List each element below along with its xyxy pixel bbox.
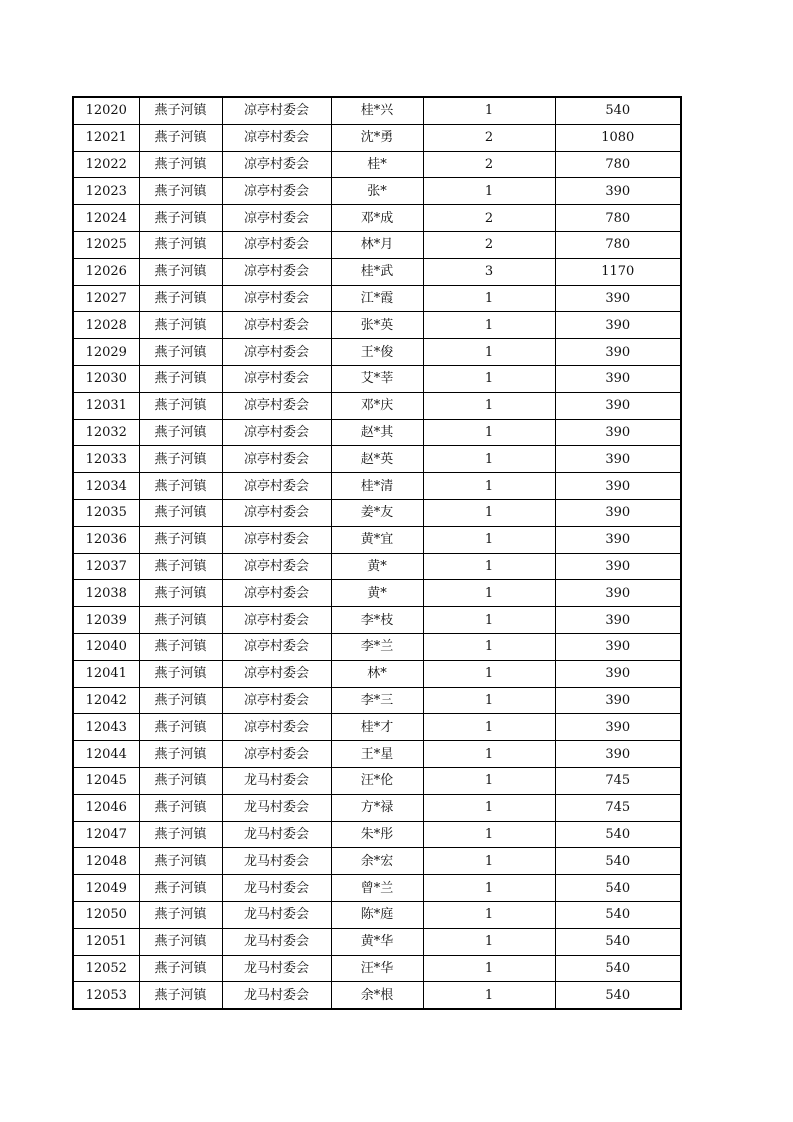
- town-cell: 燕子河镇: [139, 633, 222, 660]
- name-cell: 王*俊: [331, 339, 423, 366]
- town-cell: 燕子河镇: [139, 580, 222, 607]
- count-cell: 2: [423, 151, 555, 178]
- village-committee-cell: 凉亭村委会: [222, 419, 331, 446]
- count-cell: 1: [423, 499, 555, 526]
- name-cell: 桂*才: [331, 714, 423, 741]
- amount-cell: 540: [555, 875, 681, 902]
- row-number-cell: 12044: [73, 741, 139, 768]
- name-cell: 余*根: [331, 982, 423, 1009]
- count-cell: 1: [423, 741, 555, 768]
- table-row: [73, 151, 681, 178]
- village-committee-cell: 凉亭村委会: [222, 473, 331, 500]
- town-cell: 燕子河镇: [139, 285, 222, 312]
- table-row: [73, 794, 681, 821]
- village-committee-cell: 凉亭村委会: [222, 580, 331, 607]
- amount-cell: 390: [555, 365, 681, 392]
- name-cell: 艾*莘: [331, 365, 423, 392]
- row-number-cell: 12039: [73, 607, 139, 634]
- town-cell: 燕子河镇: [139, 339, 222, 366]
- name-cell: 李*兰: [331, 633, 423, 660]
- town-cell: 燕子河镇: [139, 526, 222, 553]
- town-cell: 燕子河镇: [139, 955, 222, 982]
- table-row: [73, 473, 681, 500]
- village-committee-cell: 凉亭村委会: [222, 633, 331, 660]
- amount-cell: 390: [555, 526, 681, 553]
- name-cell: 方*禄: [331, 794, 423, 821]
- amount-cell: 540: [555, 955, 681, 982]
- town-cell: 燕子河镇: [139, 741, 222, 768]
- name-cell: 姜*友: [331, 499, 423, 526]
- table-row: [73, 633, 681, 660]
- count-cell: 1: [423, 526, 555, 553]
- table-row: [73, 848, 681, 875]
- name-cell: 张*英: [331, 312, 423, 339]
- village-committee-cell: 龙马村委会: [222, 982, 331, 1009]
- name-cell: 桂*兴: [331, 97, 423, 124]
- amount-cell: 745: [555, 767, 681, 794]
- row-number-cell: 12038: [73, 580, 139, 607]
- town-cell: 燕子河镇: [139, 231, 222, 258]
- town-cell: 燕子河镇: [139, 97, 222, 124]
- table-row: [73, 741, 681, 768]
- table-row: [73, 124, 681, 151]
- table-row: [73, 687, 681, 714]
- town-cell: 燕子河镇: [139, 365, 222, 392]
- name-cell: 邓*成: [331, 205, 423, 232]
- village-committee-cell: 凉亭村委会: [222, 553, 331, 580]
- amount-cell: 780: [555, 205, 681, 232]
- village-committee-cell: 龙马村委会: [222, 767, 331, 794]
- table-row: [73, 339, 681, 366]
- row-number-cell: 12035: [73, 499, 139, 526]
- amount-cell: 390: [555, 714, 681, 741]
- village-committee-cell: 凉亭村委会: [222, 231, 331, 258]
- row-number-cell: 12050: [73, 901, 139, 928]
- amount-cell: 390: [555, 633, 681, 660]
- table-row: [73, 178, 681, 205]
- village-committee-cell: 凉亭村委会: [222, 151, 331, 178]
- name-cell: 江*霞: [331, 285, 423, 312]
- village-committee-cell: 凉亭村委会: [222, 258, 331, 285]
- row-number-cell: 12023: [73, 178, 139, 205]
- row-number-cell: 12047: [73, 821, 139, 848]
- village-committee-cell: 龙马村委会: [222, 794, 331, 821]
- row-number-cell: 12028: [73, 312, 139, 339]
- row-number-cell: 12034: [73, 473, 139, 500]
- table-row: [73, 955, 681, 982]
- village-committee-cell: 凉亭村委会: [222, 714, 331, 741]
- name-cell: 汪*伦: [331, 767, 423, 794]
- village-committee-cell: 凉亭村委会: [222, 660, 331, 687]
- row-number-cell: 12020: [73, 97, 139, 124]
- table-row: [73, 392, 681, 419]
- name-cell: 邓*庆: [331, 392, 423, 419]
- count-cell: 2: [423, 231, 555, 258]
- row-number-cell: 12051: [73, 928, 139, 955]
- count-cell: 1: [423, 339, 555, 366]
- name-cell: 林*月: [331, 231, 423, 258]
- name-cell: 赵*其: [331, 419, 423, 446]
- count-cell: 1: [423, 365, 555, 392]
- row-number-cell: 12024: [73, 205, 139, 232]
- amount-cell: 540: [555, 97, 681, 124]
- row-number-cell: 12032: [73, 419, 139, 446]
- town-cell: 燕子河镇: [139, 848, 222, 875]
- town-cell: 燕子河镇: [139, 767, 222, 794]
- amount-cell: 540: [555, 928, 681, 955]
- row-number-cell: 12029: [73, 339, 139, 366]
- town-cell: 燕子河镇: [139, 205, 222, 232]
- amount-cell: 390: [555, 607, 681, 634]
- name-cell: 陈*庭: [331, 901, 423, 928]
- village-committee-cell: 凉亭村委会: [222, 446, 331, 473]
- name-cell: 张*: [331, 178, 423, 205]
- town-cell: 燕子河镇: [139, 687, 222, 714]
- table-row: [73, 231, 681, 258]
- table-row: [73, 499, 681, 526]
- amount-cell: 1170: [555, 258, 681, 285]
- row-number-cell: 12030: [73, 365, 139, 392]
- village-committee-cell: 龙马村委会: [222, 955, 331, 982]
- town-cell: 燕子河镇: [139, 794, 222, 821]
- town-cell: 燕子河镇: [139, 446, 222, 473]
- amount-cell: 390: [555, 580, 681, 607]
- town-cell: 燕子河镇: [139, 875, 222, 902]
- row-number-cell: 12022: [73, 151, 139, 178]
- count-cell: 1: [423, 901, 555, 928]
- table-row: [73, 875, 681, 902]
- name-cell: 朱*彤: [331, 821, 423, 848]
- row-number-cell: 12037: [73, 553, 139, 580]
- row-number-cell: 12041: [73, 660, 139, 687]
- row-number-cell: 12052: [73, 955, 139, 982]
- table-row: [73, 205, 681, 232]
- village-committee-cell: 凉亭村委会: [222, 365, 331, 392]
- count-cell: 2: [423, 124, 555, 151]
- town-cell: 燕子河镇: [139, 928, 222, 955]
- name-cell: 桂*武: [331, 258, 423, 285]
- table-row: [73, 714, 681, 741]
- name-cell: 黄*: [331, 553, 423, 580]
- village-committee-cell: 龙马村委会: [222, 821, 331, 848]
- town-cell: 燕子河镇: [139, 312, 222, 339]
- town-cell: 燕子河镇: [139, 392, 222, 419]
- amount-cell: 390: [555, 339, 681, 366]
- table-row: [73, 285, 681, 312]
- town-cell: 燕子河镇: [139, 553, 222, 580]
- town-cell: 燕子河镇: [139, 124, 222, 151]
- town-cell: 燕子河镇: [139, 178, 222, 205]
- row-number-cell: 12040: [73, 633, 139, 660]
- village-committee-cell: 凉亭村委会: [222, 526, 331, 553]
- count-cell: 3: [423, 258, 555, 285]
- row-number-cell: 12043: [73, 714, 139, 741]
- count-cell: 1: [423, 875, 555, 902]
- count-cell: 2: [423, 205, 555, 232]
- count-cell: 1: [423, 473, 555, 500]
- row-number-cell: 12033: [73, 446, 139, 473]
- town-cell: 燕子河镇: [139, 419, 222, 446]
- name-cell: 桂*: [331, 151, 423, 178]
- amount-cell: 390: [555, 473, 681, 500]
- row-number-cell: 12042: [73, 687, 139, 714]
- table-row: [73, 982, 681, 1009]
- village-committee-cell: 龙马村委会: [222, 901, 331, 928]
- count-cell: 1: [423, 285, 555, 312]
- amount-cell: 390: [555, 285, 681, 312]
- town-cell: 燕子河镇: [139, 607, 222, 634]
- table-row: [73, 553, 681, 580]
- row-number-cell: 12053: [73, 982, 139, 1009]
- village-committee-cell: 凉亭村委会: [222, 178, 331, 205]
- row-number-cell: 12046: [73, 794, 139, 821]
- count-cell: 1: [423, 392, 555, 419]
- table-body: [73, 97, 681, 1009]
- amount-cell: 390: [555, 178, 681, 205]
- name-cell: 汪*华: [331, 955, 423, 982]
- name-cell: 曾*兰: [331, 875, 423, 902]
- village-committee-cell: 凉亭村委会: [222, 687, 331, 714]
- amount-cell: 390: [555, 446, 681, 473]
- amount-cell: 390: [555, 741, 681, 768]
- count-cell: 1: [423, 178, 555, 205]
- amount-cell: 780: [555, 151, 681, 178]
- amount-cell: 1080: [555, 124, 681, 151]
- table-row: [73, 312, 681, 339]
- name-cell: 李*枝: [331, 607, 423, 634]
- count-cell: 1: [423, 633, 555, 660]
- table-row: [73, 365, 681, 392]
- count-cell: 1: [423, 446, 555, 473]
- amount-cell: 780: [555, 231, 681, 258]
- table-row: [73, 526, 681, 553]
- count-cell: 1: [423, 419, 555, 446]
- row-number-cell: 12031: [73, 392, 139, 419]
- village-committee-cell: 凉亭村委会: [222, 205, 331, 232]
- village-committee-cell: 凉亭村委会: [222, 339, 331, 366]
- name-cell: 林*: [331, 660, 423, 687]
- town-cell: 燕子河镇: [139, 499, 222, 526]
- table-row: [73, 767, 681, 794]
- row-number-cell: 12021: [73, 124, 139, 151]
- name-cell: 李*三: [331, 687, 423, 714]
- amount-cell: 390: [555, 660, 681, 687]
- amount-cell: 390: [555, 312, 681, 339]
- town-cell: 燕子河镇: [139, 901, 222, 928]
- count-cell: 1: [423, 767, 555, 794]
- amount-cell: 390: [555, 499, 681, 526]
- name-cell: 余*宏: [331, 848, 423, 875]
- town-cell: 燕子河镇: [139, 821, 222, 848]
- row-number-cell: 12025: [73, 231, 139, 258]
- village-committee-cell: 凉亭村委会: [222, 607, 331, 634]
- village-committee-cell: 凉亭村委会: [222, 312, 331, 339]
- village-committee-cell: 凉亭村委会: [222, 741, 331, 768]
- amount-cell: 390: [555, 687, 681, 714]
- table-row: [73, 97, 681, 124]
- village-committee-cell: 凉亭村委会: [222, 97, 331, 124]
- amount-cell: 390: [555, 392, 681, 419]
- count-cell: 1: [423, 955, 555, 982]
- town-cell: 燕子河镇: [139, 714, 222, 741]
- count-cell: 1: [423, 97, 555, 124]
- count-cell: 1: [423, 687, 555, 714]
- table-row: [73, 258, 681, 285]
- name-cell: 桂*清: [331, 473, 423, 500]
- name-cell: 黄*: [331, 580, 423, 607]
- village-committee-cell: 龙马村委会: [222, 928, 331, 955]
- amount-cell: 540: [555, 848, 681, 875]
- table-row: [73, 446, 681, 473]
- table-row: [73, 901, 681, 928]
- town-cell: 燕子河镇: [139, 660, 222, 687]
- count-cell: 1: [423, 312, 555, 339]
- amount-cell: 540: [555, 821, 681, 848]
- table-row: [73, 419, 681, 446]
- village-committee-cell: 凉亭村委会: [222, 124, 331, 151]
- count-cell: 1: [423, 794, 555, 821]
- amount-cell: 390: [555, 419, 681, 446]
- count-cell: 1: [423, 714, 555, 741]
- row-number-cell: 12045: [73, 767, 139, 794]
- row-number-cell: 12048: [73, 848, 139, 875]
- village-committee-cell: 龙马村委会: [222, 875, 331, 902]
- row-number-cell: 12027: [73, 285, 139, 312]
- name-cell: 黄*宜: [331, 526, 423, 553]
- village-committee-cell: 凉亭村委会: [222, 499, 331, 526]
- count-cell: 1: [423, 553, 555, 580]
- town-cell: 燕子河镇: [139, 982, 222, 1009]
- name-cell: 黄*华: [331, 928, 423, 955]
- row-number-cell: 12026: [73, 258, 139, 285]
- count-cell: 1: [423, 580, 555, 607]
- amount-cell: 540: [555, 901, 681, 928]
- table-row: [73, 928, 681, 955]
- row-number-cell: 12036: [73, 526, 139, 553]
- amount-cell: 540: [555, 982, 681, 1009]
- town-cell: 燕子河镇: [139, 258, 222, 285]
- amount-cell: 745: [555, 794, 681, 821]
- table-row: [73, 821, 681, 848]
- table-row: [73, 660, 681, 687]
- count-cell: 1: [423, 982, 555, 1009]
- village-committee-cell: 龙马村委会: [222, 848, 331, 875]
- name-cell: 沈*勇: [331, 124, 423, 151]
- name-cell: 赵*英: [331, 446, 423, 473]
- table-row: [73, 580, 681, 607]
- village-committee-cell: 凉亭村委会: [222, 285, 331, 312]
- name-cell: 王*星: [331, 741, 423, 768]
- data-table: [72, 96, 682, 1010]
- amount-cell: 390: [555, 553, 681, 580]
- table-row: [73, 607, 681, 634]
- town-cell: 燕子河镇: [139, 473, 222, 500]
- town-cell: 燕子河镇: [139, 151, 222, 178]
- village-committee-cell: 凉亭村委会: [222, 392, 331, 419]
- count-cell: 1: [423, 928, 555, 955]
- count-cell: 1: [423, 660, 555, 687]
- count-cell: 1: [423, 607, 555, 634]
- count-cell: 1: [423, 848, 555, 875]
- row-number-cell: 12049: [73, 875, 139, 902]
- count-cell: 1: [423, 821, 555, 848]
